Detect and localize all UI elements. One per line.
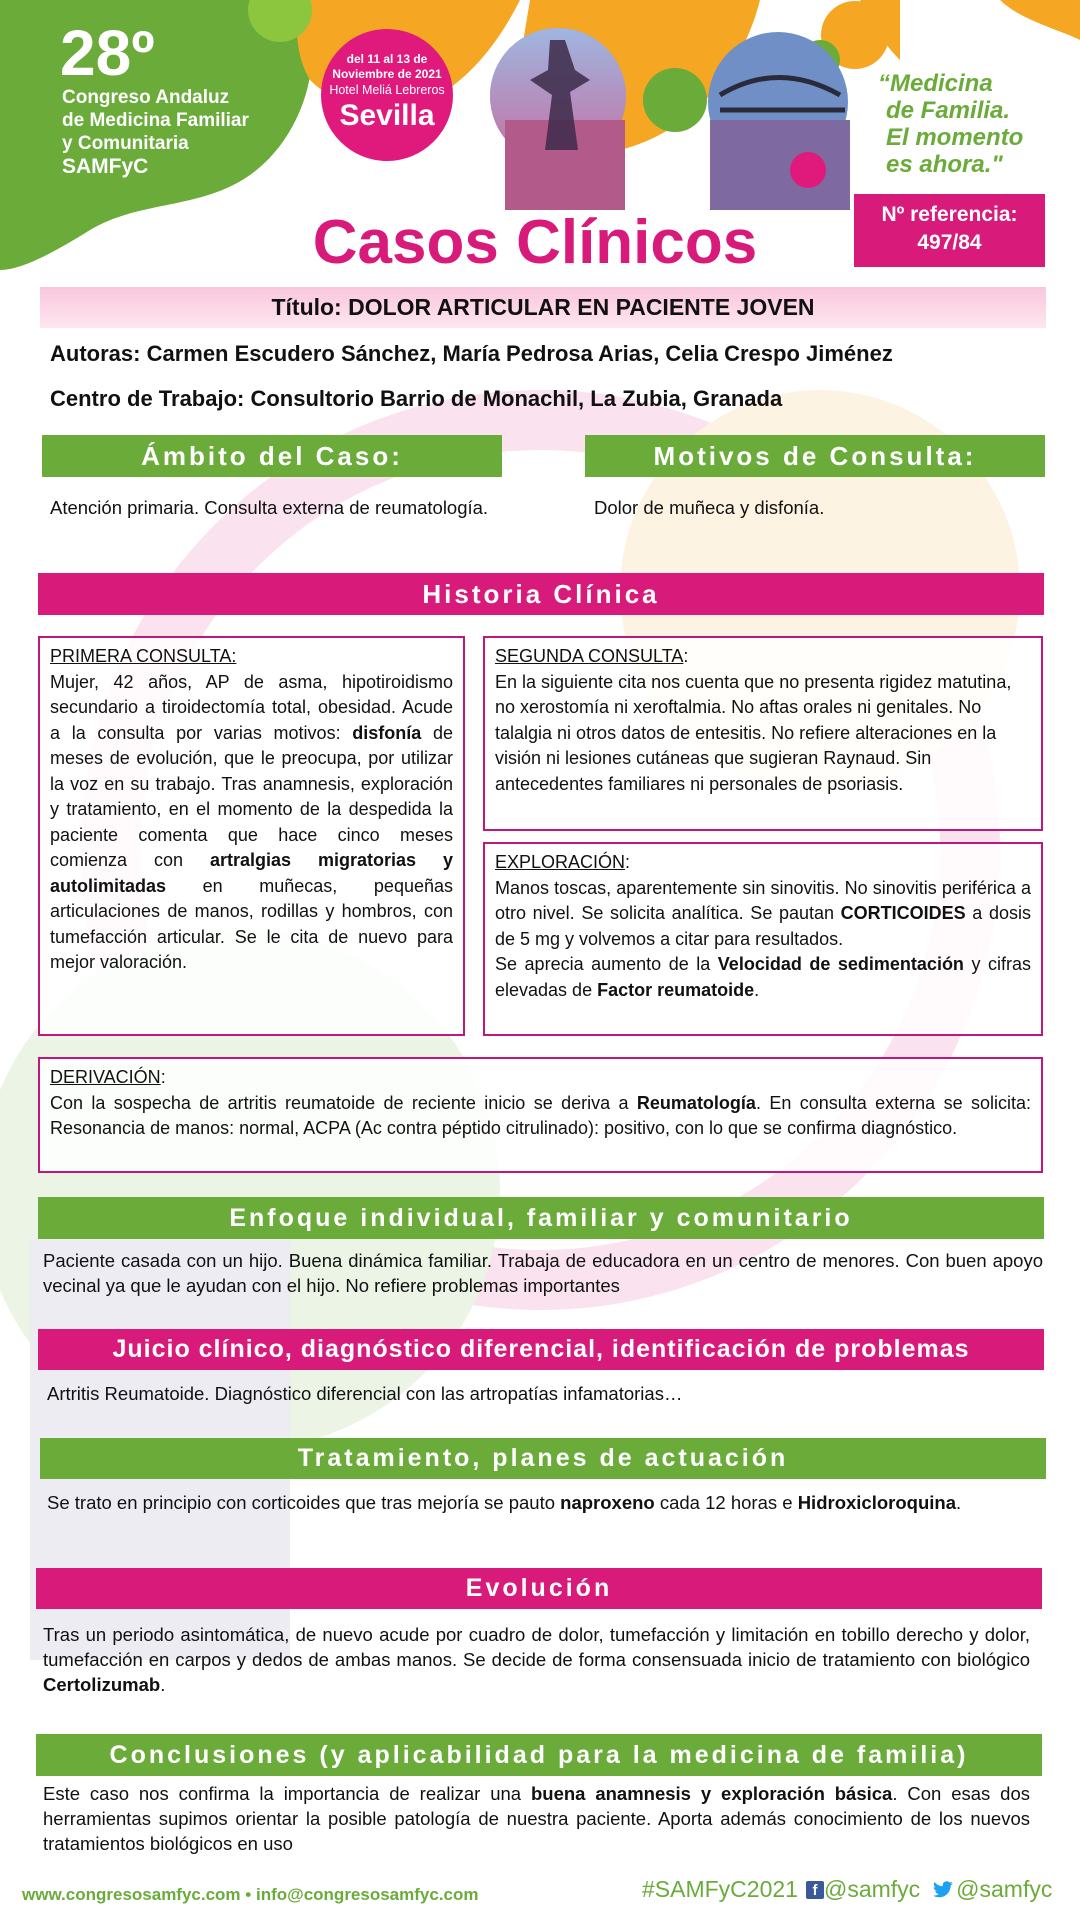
derivacion-heading: DERIVACIÓN	[50, 1067, 161, 1087]
primera-text-2: de meses de evolución, que le preocupa, por utilizar la voz en su trabajo. Tras anamnesis, exploración y tratamiento, en el momento de la despedida la paciente comenta que hace cinco meses comienza con	[50, 722, 453, 870]
footer-hashtag[interactable]: #SAMFyC2021	[642, 1876, 798, 1902]
primera-consulta-heading: PRIMERA CONSULTA:	[50, 646, 237, 666]
motivos-text: Dolor de muñeca y disfonía.	[594, 497, 825, 518]
congress-number: 28º	[60, 17, 155, 89]
footer-twitter[interactable]: @samfyc	[956, 1876, 1053, 1902]
tratamiento-text-2: cada 12 horas e	[654, 1492, 798, 1513]
work-center-label: Centro de Trabajo:	[50, 386, 245, 411]
primera-bold-1: disfonía	[352, 722, 422, 743]
footer-separator: •	[245, 1885, 252, 1904]
conclusiones-text-1: Este caso nos confirma la importancia de realizar una	[43, 1783, 531, 1804]
congress-name	[62, 86, 249, 178]
slogan-line-4: es ahora."	[886, 151, 1003, 178]
slogan-line-3: El momento	[886, 124, 1024, 151]
twitter-icon	[932, 1881, 954, 1899]
tratamiento-text-1: Se trato en principio con corticoides que tras mejoría se pauto	[47, 1492, 561, 1513]
enfoque-text: Paciente casada con un hijo. Buena dinámica familiar. Trabaja de educadora en un centro de menores. Con buen apoyo vecinal ya que le ayudan con el hijo. No refiere problemas importantes	[43, 1250, 1043, 1296]
segunda-consulta-box: SEGUNDA CONSULTA: En la siguiente cita nos cuenta que no presenta rigidez matutina, no xerostomía ni xeroftalmia. No aftas orales ni genitales. No talalgia ni otros datos de entesitis. No refiere alteraciones en la visión ni lesiones cutáneas que sugieran Raynaud. Sin antecedentes familiares ni personales de psoriasis.	[483, 636, 1043, 831]
slogan	[878, 70, 1023, 178]
primera-bold-2: artralgias migratorias y autolimitadas	[50, 850, 453, 896]
footer-social	[642, 1876, 1052, 1903]
date-badge	[322, 52, 452, 133]
conclusiones-text-2: . Con esas dos herramientas supimos orientar la posible patología de nuestra paciente. Aporta además conocimiento de los nuevos tratamientos biológicos en uso	[43, 1783, 1031, 1854]
exploracion-text-3: Se aprecia aumento de la	[495, 954, 718, 974]
segunda-consulta-heading: SEGUNDA CONSULTA	[495, 646, 684, 666]
reference-label: Nº referencia:	[881, 203, 1018, 226]
authors-label: Autoras:	[50, 341, 141, 366]
exploracion-bold-3: Factor reumatoide	[597, 979, 755, 1000]
footer-contact	[22, 1885, 479, 1905]
venue: Hotel Meliá Lebreros	[329, 83, 445, 97]
footer-facebook[interactable]: @samfyc	[823, 1876, 921, 1902]
juicio-header: Juicio clínico, diagnóstico diferencial, identificación de problemas	[38, 1329, 1044, 1370]
congress-line-1: Congreso Andaluz	[62, 87, 230, 108]
tratamiento-text	[47, 1490, 1037, 1515]
primera-consulta-box	[38, 636, 465, 1036]
enfoque-header: Enfoque individual, familiar y comunitario	[38, 1197, 1044, 1239]
reference-value: 497/84	[917, 231, 982, 254]
juicio-text: Artritis Reumatoide. Diagnóstico diferencial con las artropatías infamatorias…	[47, 1383, 683, 1404]
ambito-header: Ámbito del Caso:	[42, 435, 502, 477]
date-line-2: Noviembre de 2021	[332, 67, 442, 81]
derivacion-text-1: Con la sospecha de artritis reumatoide de reciente inicio se deriva a	[50, 1092, 637, 1113]
exploracion-heading: EXPLORACIÓN	[495, 852, 626, 872]
conclusiones-header: Conclusiones (y aplicabilidad para la medicina de familia)	[36, 1734, 1042, 1776]
main-title: Casos Clínicos	[312, 208, 758, 277]
exploracion-bold-1: CORTICOIDES	[840, 903, 966, 923]
derivacion-bold-1: Reumatología	[636, 1092, 756, 1113]
derivacion-box: DERIVACIÓN: Con la sospecha de artritis reumatoide de reciente inicio se deriva a Reumatología. En consulta externa se solicita: Resonancia de manos: normal, ACPA (Ac contra péptido citrulinado): positivo, con lo que se confirma diagnóstico.	[38, 1057, 1043, 1173]
footer-email[interactable]: info@congresosamfyc.com	[255, 1885, 479, 1904]
historia-header: Historia Clínica	[38, 573, 1044, 615]
segunda-text: En la siguiente cita nos cuenta que no presenta rigidez matutina, no xerostomía ni xeroftalmia. No aftas orales ni genitales. No talalgia ni otros datos de entesitis. No refiere alteraciones en la visión ni lesiones cutáneas que sugieran Raynaud. Sin antecedentes familiares ni personales de psoriasis.	[495, 671, 1012, 794]
exploracion-text-4: y cifras elevadas de	[495, 954, 1032, 1000]
tratamiento-text-3: .	[955, 1492, 962, 1513]
conclusiones-bold-1: buena anamnesis y exploración básica	[530, 1783, 893, 1804]
evolucion-text-1: Tras un periodo asintomática, de nuevo acude por cuadro de dolor, tumefacción y limitación en tobillo derecho y dolor, tumefacción en carpos y dedos de ambas manos. Se decide de forma consensuada inicio de tratamiento con biológico	[43, 1624, 1030, 1670]
exploracion-text-1: Manos toscas, aparentemente sin sinovitis. No sinovitis periférica a otro nivel. Se solicita analítica. Se pautan	[495, 877, 1031, 923]
evolucion-header: Evolución	[36, 1568, 1042, 1609]
case-title: DOLOR ARTICULAR EN PACIENTE JOVEN	[348, 294, 815, 320]
slogan-line-2: de Familia.	[886, 97, 1011, 124]
evolucion-bold-1: Certolizumab	[43, 1674, 161, 1695]
congress-org: SAMFyC	[62, 155, 149, 178]
reference-box	[854, 194, 1045, 267]
motivos-header: Motivos de Consulta:	[585, 435, 1045, 477]
tratamiento-bold-1: naproxeno	[560, 1492, 655, 1513]
city: Sevilla	[339, 99, 435, 132]
conclusiones-text	[43, 1781, 1030, 1856]
evolucion-text	[43, 1622, 1030, 1697]
work-center-name: Consultorio Barrio de Monachil, La Zubia, Granada	[250, 386, 783, 411]
primera-text-1: Mujer, 42 años, AP de asma, hipotiroidismo secundario a tiroidectomía total, obesidad. Acude a la consulta por varias motivos:	[50, 671, 453, 743]
footer-website[interactable]: www.congresosamfyc.com	[22, 1885, 241, 1904]
work-center	[50, 386, 782, 412]
date-line-1: del 11 al 13 de	[346, 52, 428, 66]
congress-line-3: y Comunitaria	[62, 133, 189, 154]
case-title-bar	[40, 287, 1046, 328]
tratamiento-bold-2: Hidroxicloroquina	[797, 1492, 956, 1513]
exploracion-bold-2: Velocidad de sedimentación	[717, 954, 964, 974]
exploracion-text-5: .	[754, 979, 760, 1000]
exploracion-box: EXPLORACIÓN: Manos toscas, aparentemente sin sinovitis. No sinovitis periférica a otro nivel. Se solicita analítica. Se pautan CORTICOIDES a dosis de 5 mg y volvemos a citar para resultados. Se aprecia aumento de la Velocidad de sedimentación y cifras elevadas de Factor reumatoide.	[483, 842, 1043, 1036]
facebook-icon: f	[806, 1881, 824, 1899]
exploracion-text-2: a dosis de 5 mg y volvemos a citar para resultados.	[495, 903, 1031, 949]
authors-names: Carmen Escudero Sánchez, María Pedrosa Arias, Celia Crespo Jiménez	[146, 341, 893, 366]
evolucion-text-2: .	[160, 1674, 166, 1695]
congress-line-2: de Medicina Familiar	[62, 110, 249, 131]
ambito-text: Atención primaria. Consulta externa de reumatología.	[50, 497, 489, 518]
derivacion-text-2: . En consulta externa se solicita: Resonancia de manos: normal, ACPA (Ac contra péptido citrulinado): positivo, con lo que se confirma diagnóstico.	[50, 1092, 1031, 1138]
case-title-label: Título:	[271, 294, 342, 320]
tratamiento-header: Tratamiento, planes de actuación	[40, 1438, 1046, 1479]
slogan-line-1: “Medicina	[878, 70, 993, 97]
authors	[50, 341, 893, 367]
primera-text-3: en muñecas, pequeñas articulaciones de manos, rodillas y hombros, con tumefacción articular. Se le cita de nuevo para mejor valoración.	[50, 875, 453, 972]
